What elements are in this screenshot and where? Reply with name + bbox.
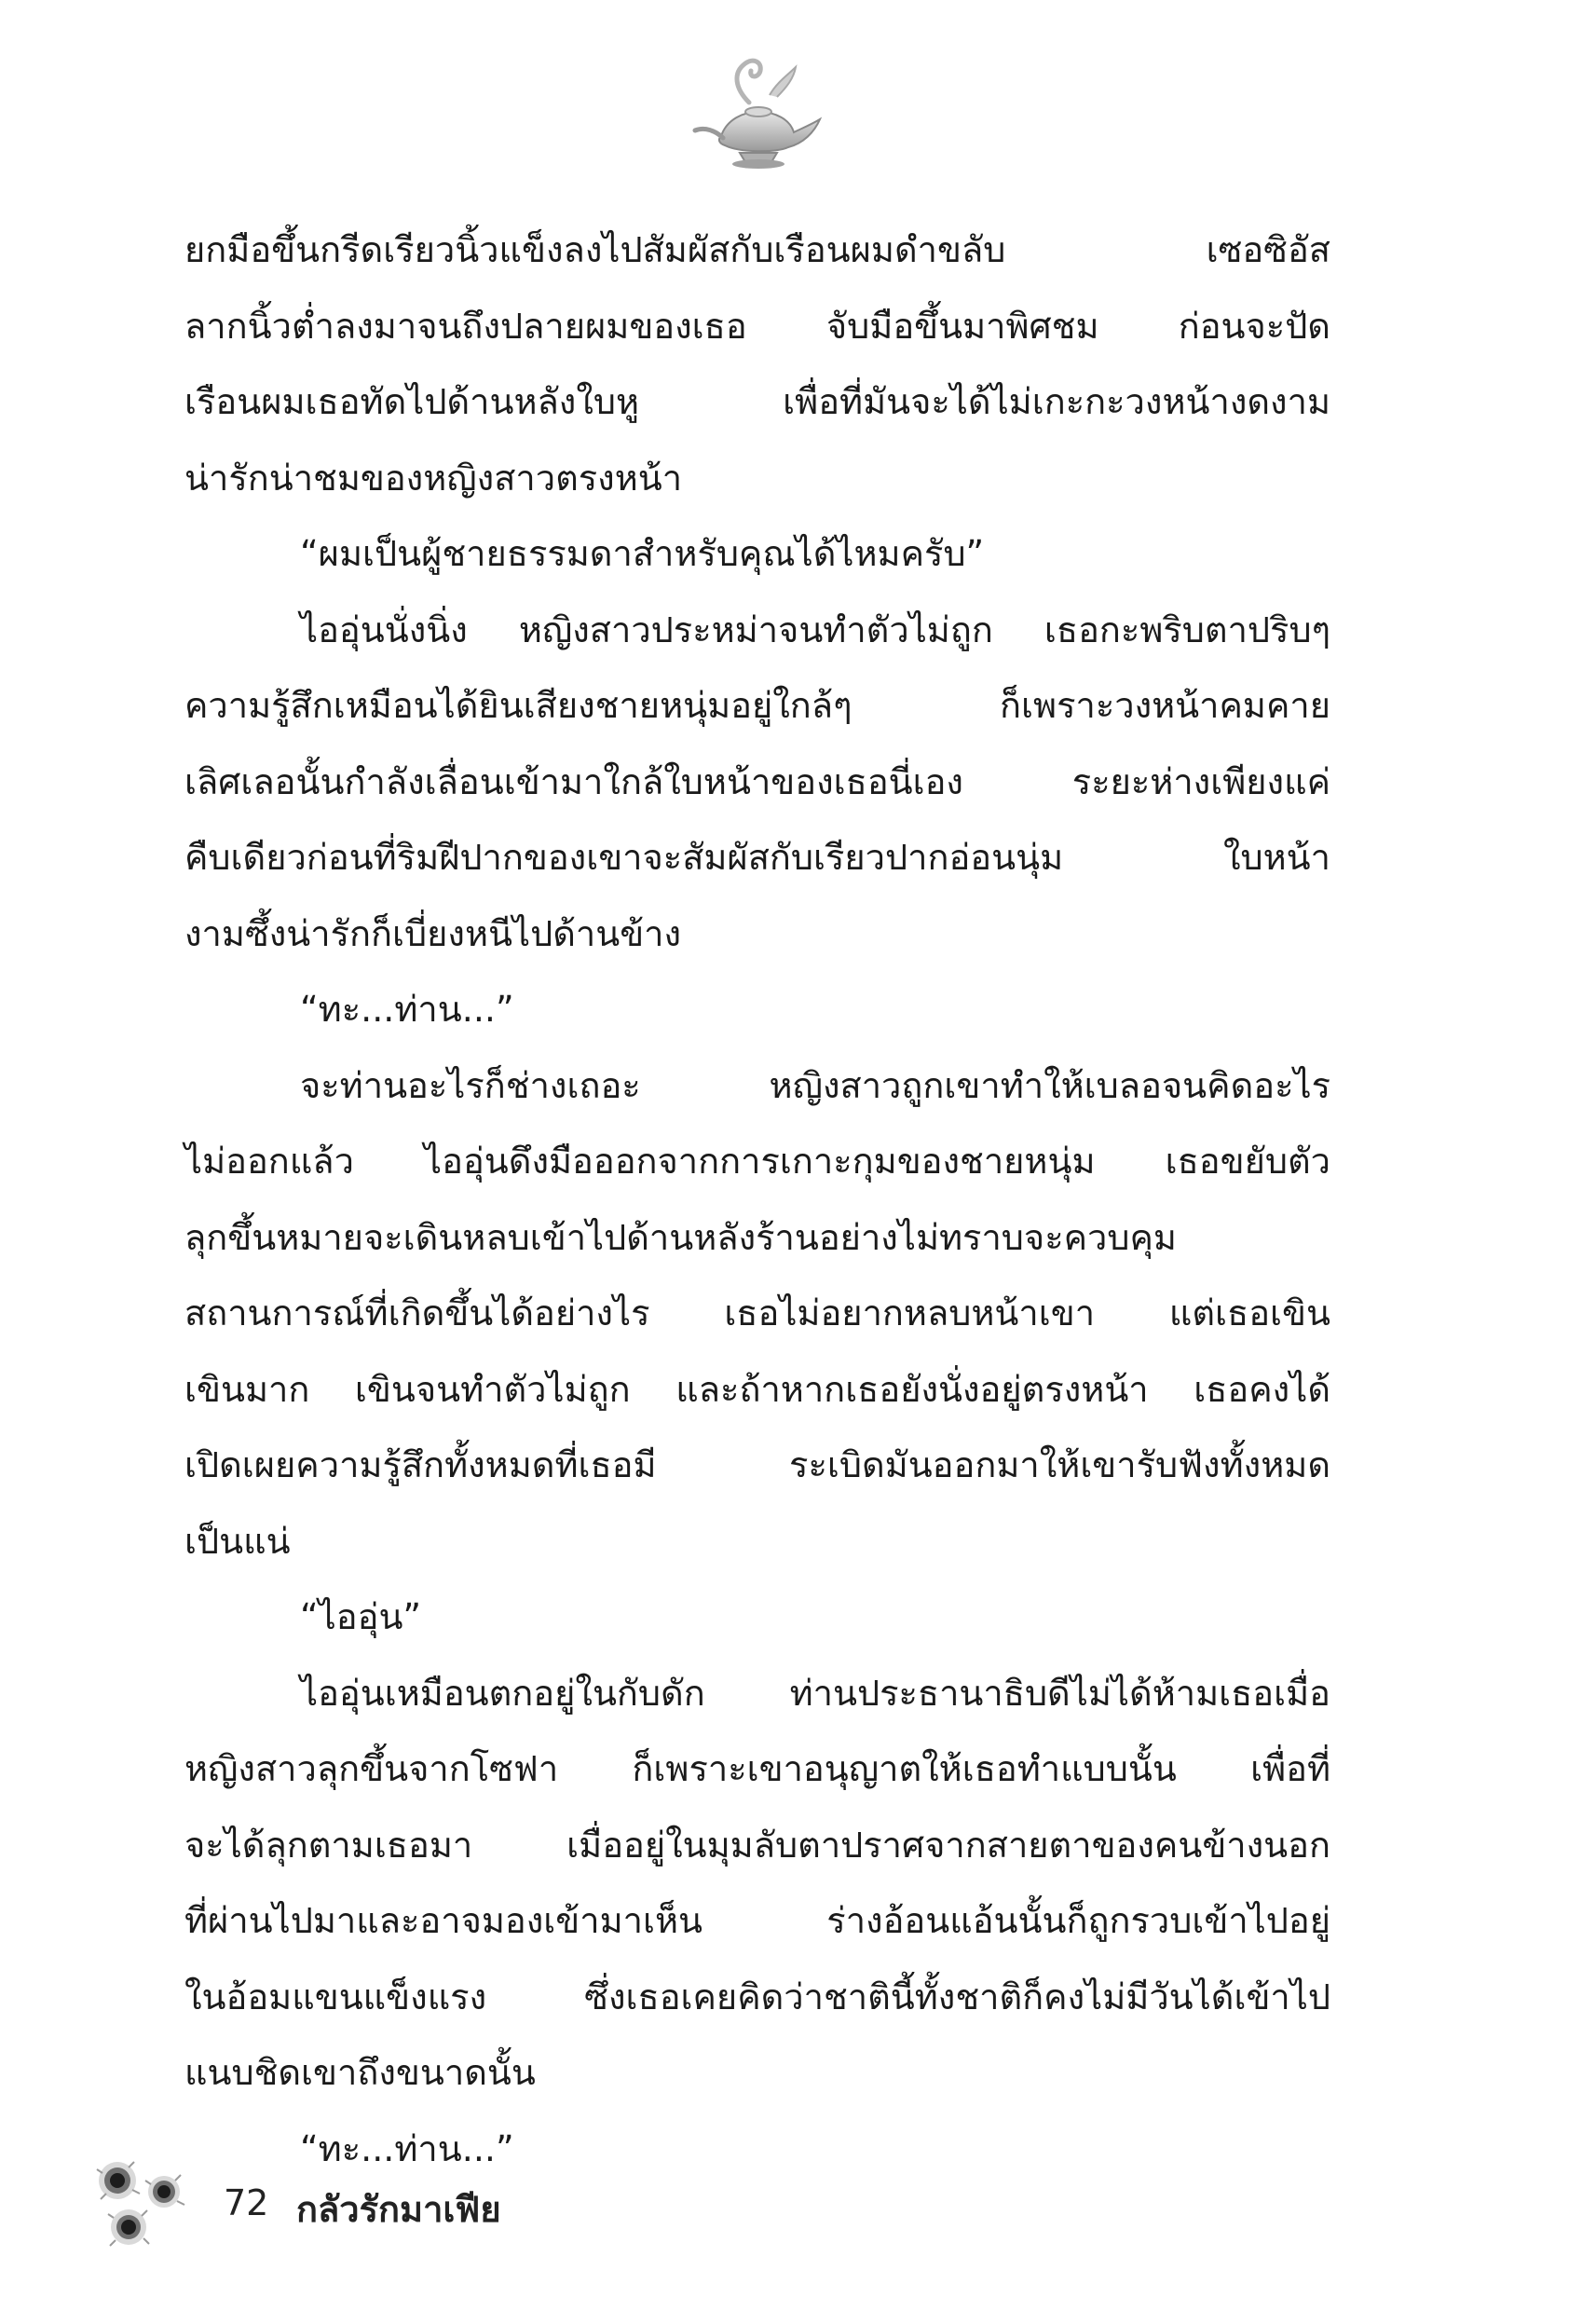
text-line: ลากนิ้วต่ำลงมาจนถึงปลายผมของเธอ จับมือขึ้นมาพิศชม ก่อนจะปัด (184, 305, 1330, 347)
bullet-holes-icon (93, 2153, 196, 2255)
text-line: หญิงสาวลุกขึ้นจากโซฟา ก็เพราะเขาอนุญาตให้เธอทำแบบนั้น เพื่อที่ (184, 1748, 1330, 1789)
text-line: ไออุ่นเหมือนตกอยู่ในกับดัก ท่านประธานาธิบดีไม่ได้ห้ามเธอเมื่อ (300, 1672, 1330, 1714)
text-line: เปิดเผยความรู้สึกทั้งหมดที่เธอมี ระเบิดมันออกมาให้เขารับฟังทั้งหมด (184, 1444, 1330, 1485)
text-line: ในอ้อมแขนแข็งแรง ซึ่งเธอเคยคิดว่าชาตินี้ทั้งชาติก็คงไม่มีวันได้เข้าไป (184, 1976, 1330, 2017)
text-line: “ทะ...ท่าน...” (300, 989, 514, 1030)
text-line: “ทะ...ท่าน...” (300, 2127, 514, 2169)
text-line: ไออุ่นนั่งนิ่ง หญิงสาวประหม่าจนทำตัวไม่ถูก เธอกะพริบตาปริบๆ (300, 609, 1330, 650)
text-line: ลุกขึ้นหมายจะเดินหลบเข้าไปด้านหลังร้านอย่างไม่ทราบจะควบคุม (184, 1216, 1177, 1258)
text-line: เลิศเลอนั้นกำลังเลื่อนเข้ามาใกล้ใบหน้าของเธอนี่เอง ระยะห่างเพียงแค่ (184, 760, 1330, 802)
page-footer (93, 2153, 652, 2255)
genie-lamp-icon (684, 47, 833, 177)
text-line: ยกมือขึ้นกรีดเรียวนิ้วแข็งลงไปสัมผัสกับเรือนผมดำขลับ เซอซิอัส (184, 229, 1330, 270)
text-line: เขินมาก เขินจนทำตัวไม่ถูก และถ้าหากเธอยังนั่งอยู่ตรงหน้า เธอคงได้ (184, 1368, 1330, 1410)
page-number: 72 (224, 2182, 269, 2223)
text-line: สถานการณ์ที่เกิดขึ้นได้อย่างไร เธอไม่อยากหลบหน้าเขา แต่เธอเขิน (184, 1292, 1330, 1333)
text-line: จะท่านอะไรก็ช่างเถอะ หญิงสาวถูกเขาทำให้เบลอจนคิดอะไร (300, 1064, 1330, 1106)
text-line: “ผมเป็นผู้ชายธรรมดาสำหรับคุณได้ไหมครับ” (300, 533, 985, 574)
text-line: ไม่ออกแล้ว ไออุ่นดึงมือออกจากการเกาะกุมของชายหนุ่ม เธอขยับตัว (184, 1141, 1330, 1182)
text-line: ที่ผ่านไปมาและอาจมองเข้ามาเห็น ร่างอ้อนแอ้นนั้นก็ถูกรวบเข้าไปอยู่ (184, 1900, 1330, 1941)
text-line: “ไออุ่น” (300, 1596, 422, 1637)
text-line: เรือนผมเธอทัดไปด้านหลังใบหู เพื่อที่มันจะได้ไม่เกะกะวงหน้างดงาม (184, 381, 1330, 422)
text-line: น่ารักน่าชมของหญิงสาวตรงหน้า (184, 457, 683, 499)
text-line: คืบเดียวก่อนที่ริมฝีปากของเขาจะสัมผัสกับเรียวปากอ่อนนุ่ม ใบหน้า (184, 837, 1330, 878)
text-line: เป็นแน่ (184, 1520, 291, 1562)
text-line: งามซึ้งน่ารักก็เบี่ยงหนีไปด้านข้าง (184, 912, 682, 954)
text-line: ความรู้สึกเหมือนได้ยินเสียงชายหนุ่มอยู่ใกล้ๆ ก็เพราะวงหน้าคมคาย (184, 685, 1330, 726)
book-title: กลัวรักมาเฟีย (296, 2189, 501, 2230)
body-text (184, 212, 1330, 2187)
text-line: จะได้ลุกตามเธอมา เมื่ออยู่ในมุมลับตาปราศจากสายตาของคนข้างนอก (184, 1824, 1330, 1866)
text-line: แนบชิดเขาถึงขนาดนั้น (184, 2052, 536, 2093)
